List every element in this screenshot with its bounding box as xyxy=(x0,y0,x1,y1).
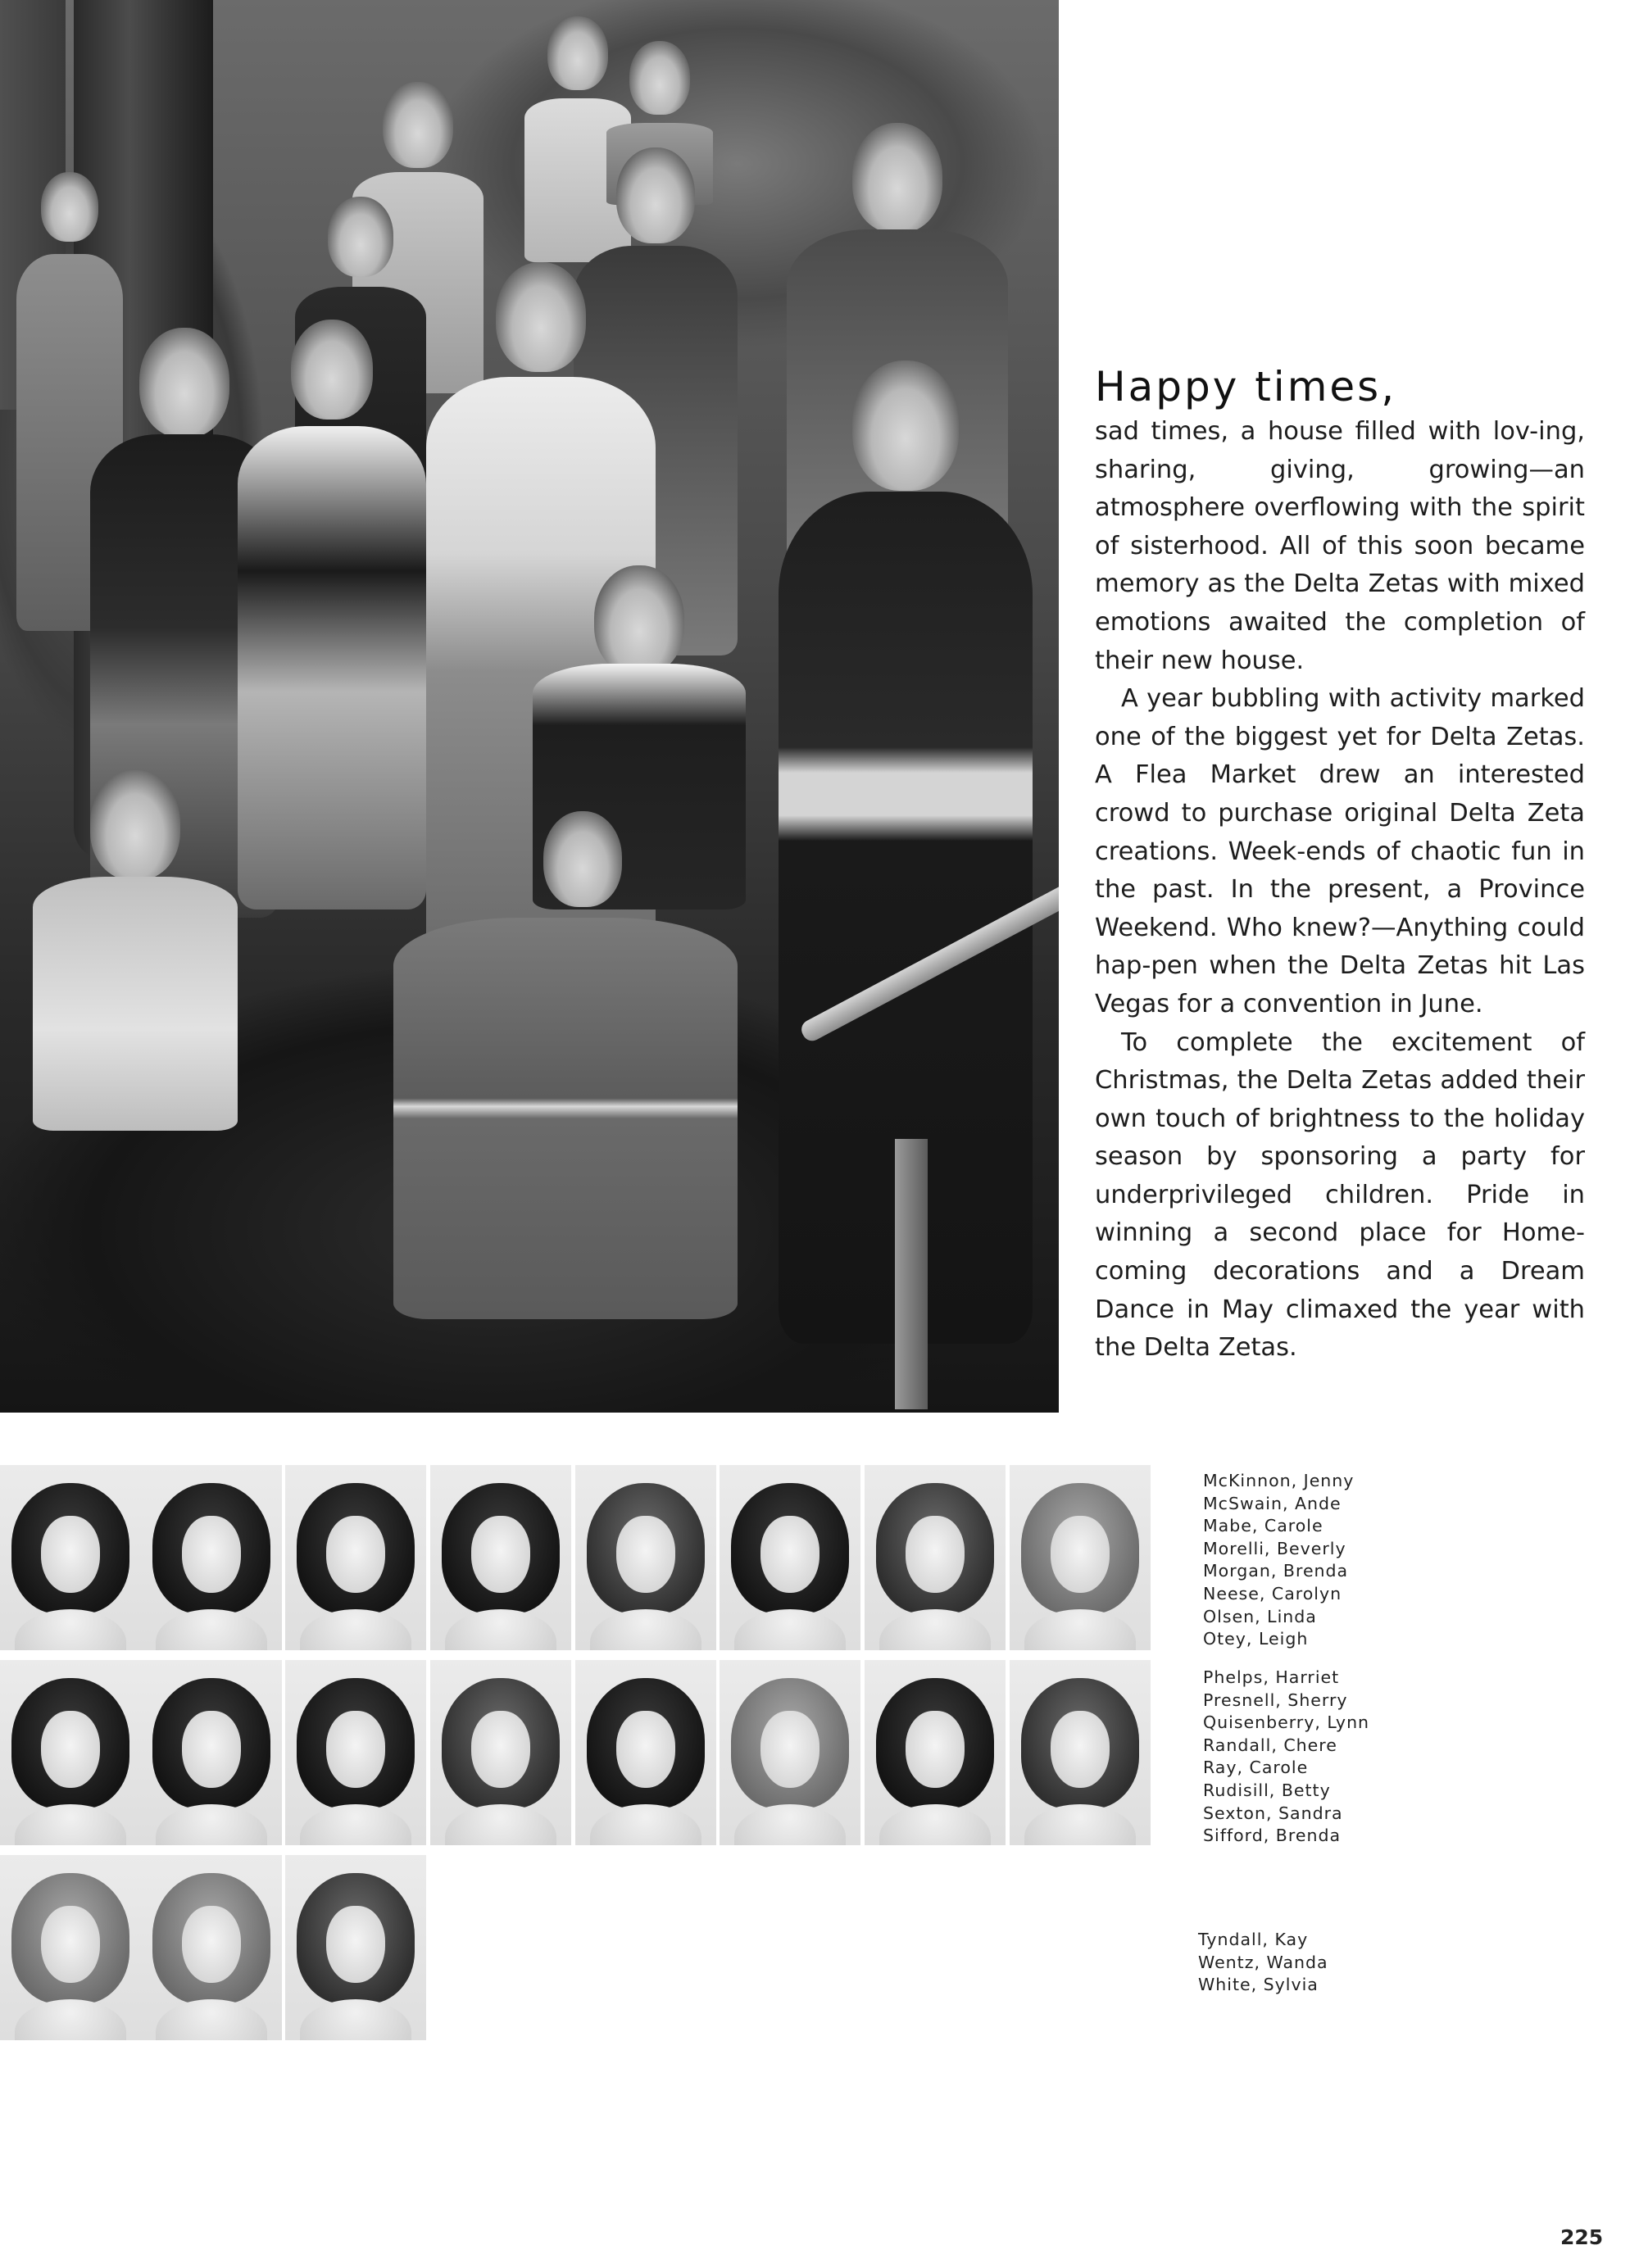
member-portrait xyxy=(720,1660,860,1845)
member-name: Neese, Carolyn xyxy=(1203,1583,1342,1603)
member-portrait xyxy=(1010,1660,1151,1845)
member-name: Otey, Leigh xyxy=(1203,1629,1309,1649)
member-portrait xyxy=(430,1660,571,1845)
photo-figure xyxy=(33,770,238,1131)
member-portrait xyxy=(141,1855,282,2040)
member-portrait xyxy=(865,1660,1006,1845)
group-photo xyxy=(0,0,1059,1413)
member-name: Mabe, Carole xyxy=(1203,1516,1323,1536)
photo-figure xyxy=(393,811,738,1319)
name-list-row-1 xyxy=(1203,1470,1354,1651)
member-name: Randall, Chere xyxy=(1203,1735,1337,1755)
member-portrait xyxy=(0,1855,141,2040)
member-portrait xyxy=(285,1465,426,1650)
member-name: Sifford, Brenda xyxy=(1203,1826,1342,1846)
member-portrait xyxy=(575,1465,716,1650)
member-name: White, Sylvia xyxy=(1198,1975,1319,1995)
member-name: Presnell, Sherry xyxy=(1203,1690,1348,1710)
member-portrait xyxy=(141,1660,282,1845)
member-portrait xyxy=(430,1465,571,1650)
headline: Happy times, xyxy=(1095,363,1397,411)
member-name: Sexton, Sandra xyxy=(1203,1803,1343,1823)
member-portrait xyxy=(575,1660,716,1845)
member-name: Tyndall, Kay xyxy=(1198,1930,1309,1949)
member-name: Morelli, Beverly xyxy=(1203,1538,1346,1558)
member-portrait xyxy=(865,1465,1006,1650)
member-name: Ray, Carole xyxy=(1203,1758,1309,1778)
article-paragraph: To complete the excitement of Christmas, the Delta Zetas added their own touch of brightness to the holiday season by sponsoring a party for underprivileged children. Pride in winning a second place for Home-coming decorations and a Dream Dance in May climaxed the year with the Delta Zetas. xyxy=(1095,1027,1585,1363)
article xyxy=(1095,361,1585,1368)
member-portrait xyxy=(0,1660,141,1845)
article-paragraph: sad times, a house filled with lov-ing, sharing, giving, growing—an atmosphere overflowing with the spirit of sisterhood. All of this soon became memory as the Delta Zetas with mixed emotions awaited the completion of their new house. xyxy=(1095,417,1585,675)
member-portrait xyxy=(141,1465,282,1650)
member-portrait xyxy=(285,1855,426,2040)
article-paragraph: A year bubbling with activity marked one of the biggest yet for Delta Zetas. A Flea Market drew an interested crowd to purchase original Delta Zeta creations. Week-ends of chaotic fun in the past. In the present, a Province Weekend. Who knew?—Anything could hap-pen when the Delta Zetas hit Las Vegas for a convention in June. xyxy=(1095,684,1585,1018)
member-name: McSwain, Ande xyxy=(1203,1493,1342,1513)
member-portrait xyxy=(1010,1465,1151,1650)
photo-figure xyxy=(238,320,426,909)
article-body xyxy=(1095,413,1585,1368)
member-portrait xyxy=(285,1660,426,1845)
member-name: Quisenberry, Lynn xyxy=(1203,1712,1370,1733)
member-portrait xyxy=(0,1465,141,1650)
page-number: 225 xyxy=(1560,2225,1604,2249)
wooden-post xyxy=(895,1139,928,1409)
name-list-row-3 xyxy=(1198,1929,1328,1997)
member-name: Morgan, Brenda xyxy=(1203,1561,1349,1581)
member-name: Rudisill, Betty xyxy=(1203,1780,1331,1800)
name-list-row-2 xyxy=(1203,1667,1369,1848)
member-name: Olsen, Linda xyxy=(1203,1606,1317,1626)
member-name: Phelps, Harriet xyxy=(1203,1667,1340,1687)
member-portrait xyxy=(720,1465,860,1650)
member-name: Wentz, Wanda xyxy=(1198,1952,1328,1972)
member-name: McKinnon, Jenny xyxy=(1203,1471,1355,1490)
